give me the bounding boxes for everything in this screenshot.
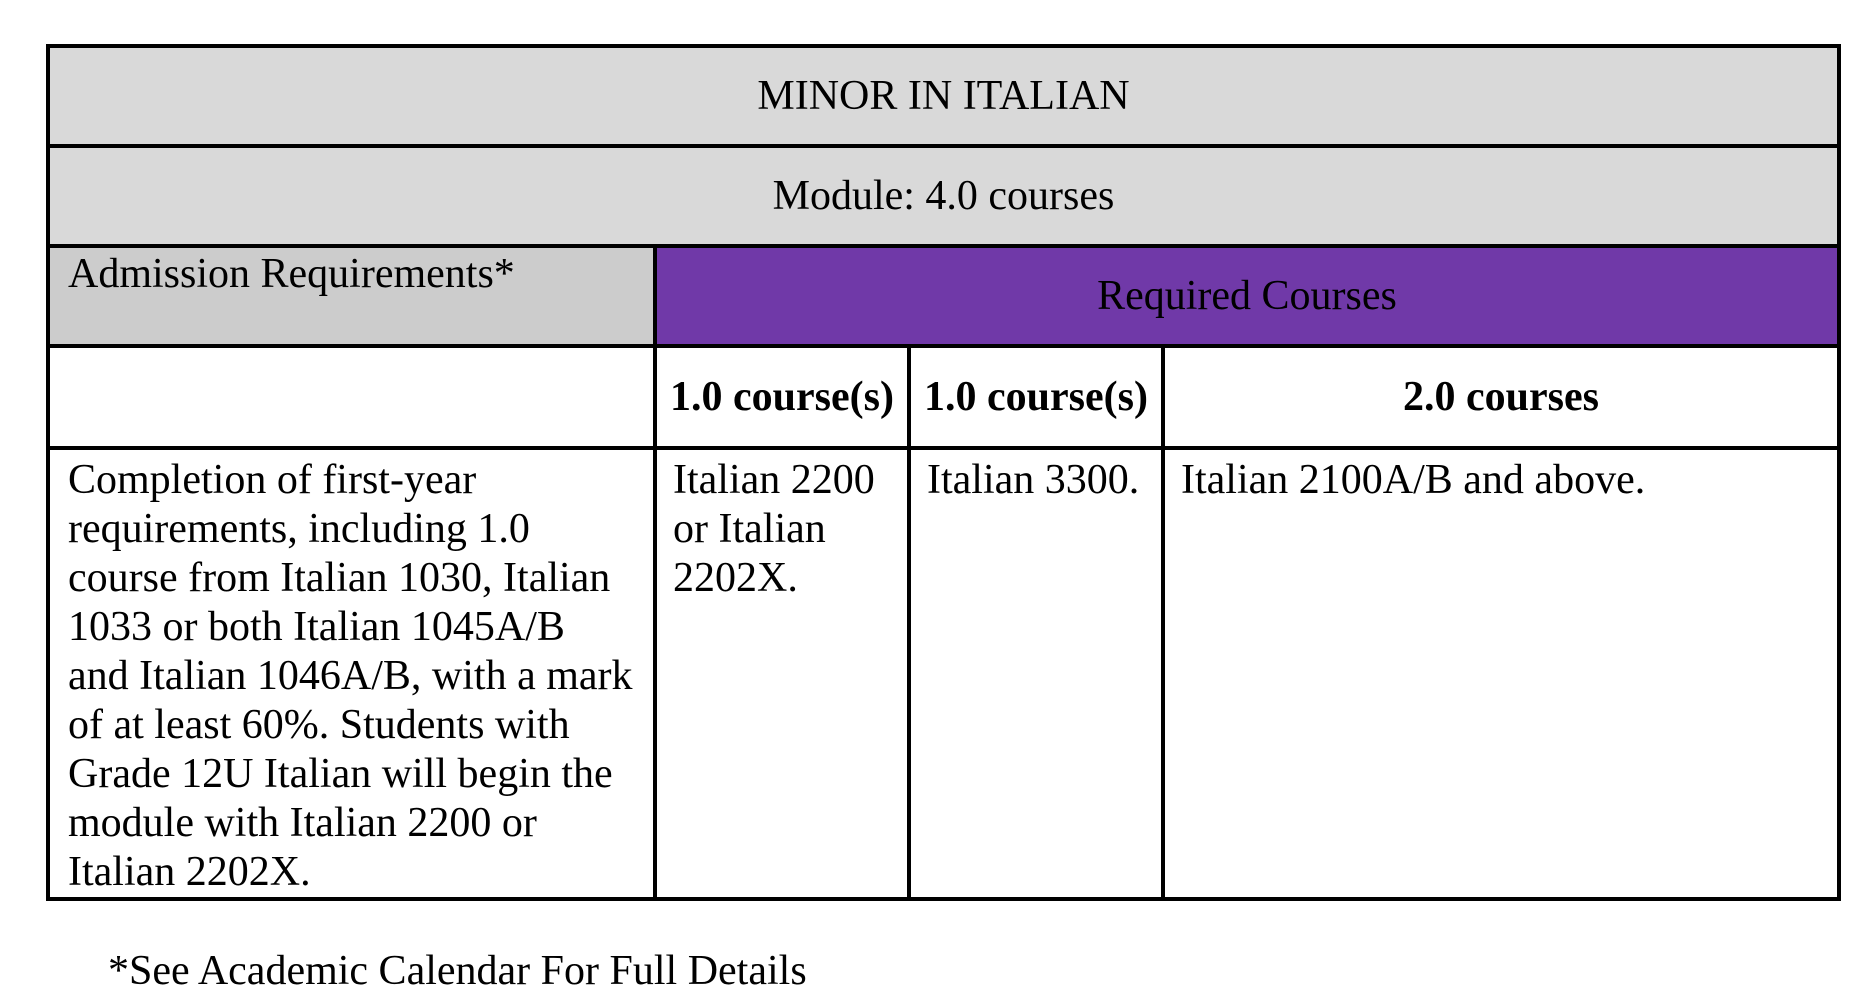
admission-requirements-text: Completion of first-year requirements, including 1.0 course from Italian 1030, Italian 1033 or both Italian 1045A/B and Italian 1046A/B, with a mark of at least 60%. Students with Grade 12U Italian will begin the module with Italian 2200 or Italian 2202X. <box>48 448 655 899</box>
admission-credit-blank <box>48 346 655 448</box>
required-courses-header: Required Courses <box>655 246 1839 346</box>
footnote: *See Academic Calendar For Full Details <box>108 948 807 994</box>
admission-requirements-header: Admission Requirements* <box>48 246 655 346</box>
table-title: MINOR IN ITALIAN <box>48 46 1839 146</box>
section-header-row <box>48 246 1839 346</box>
courses-column-2: Italian 3300. <box>909 448 1163 899</box>
credit-row <box>48 346 1839 448</box>
credit-column-3: 2.0 courses <box>1163 346 1839 448</box>
minor-requirements-table <box>46 44 1841 901</box>
courses-column-1: Italian 2200 or Italian 2202X. <box>655 448 909 899</box>
courses-column-3: Italian 2100A/B and above. <box>1163 448 1839 899</box>
title-row <box>48 46 1839 146</box>
requirements-row <box>48 448 1839 899</box>
module-size: Module: 4.0 courses <box>48 146 1839 246</box>
module-row <box>48 146 1839 246</box>
credit-column-1: 1.0 course(s) <box>655 346 909 448</box>
credit-column-2: 1.0 course(s) <box>909 346 1163 448</box>
